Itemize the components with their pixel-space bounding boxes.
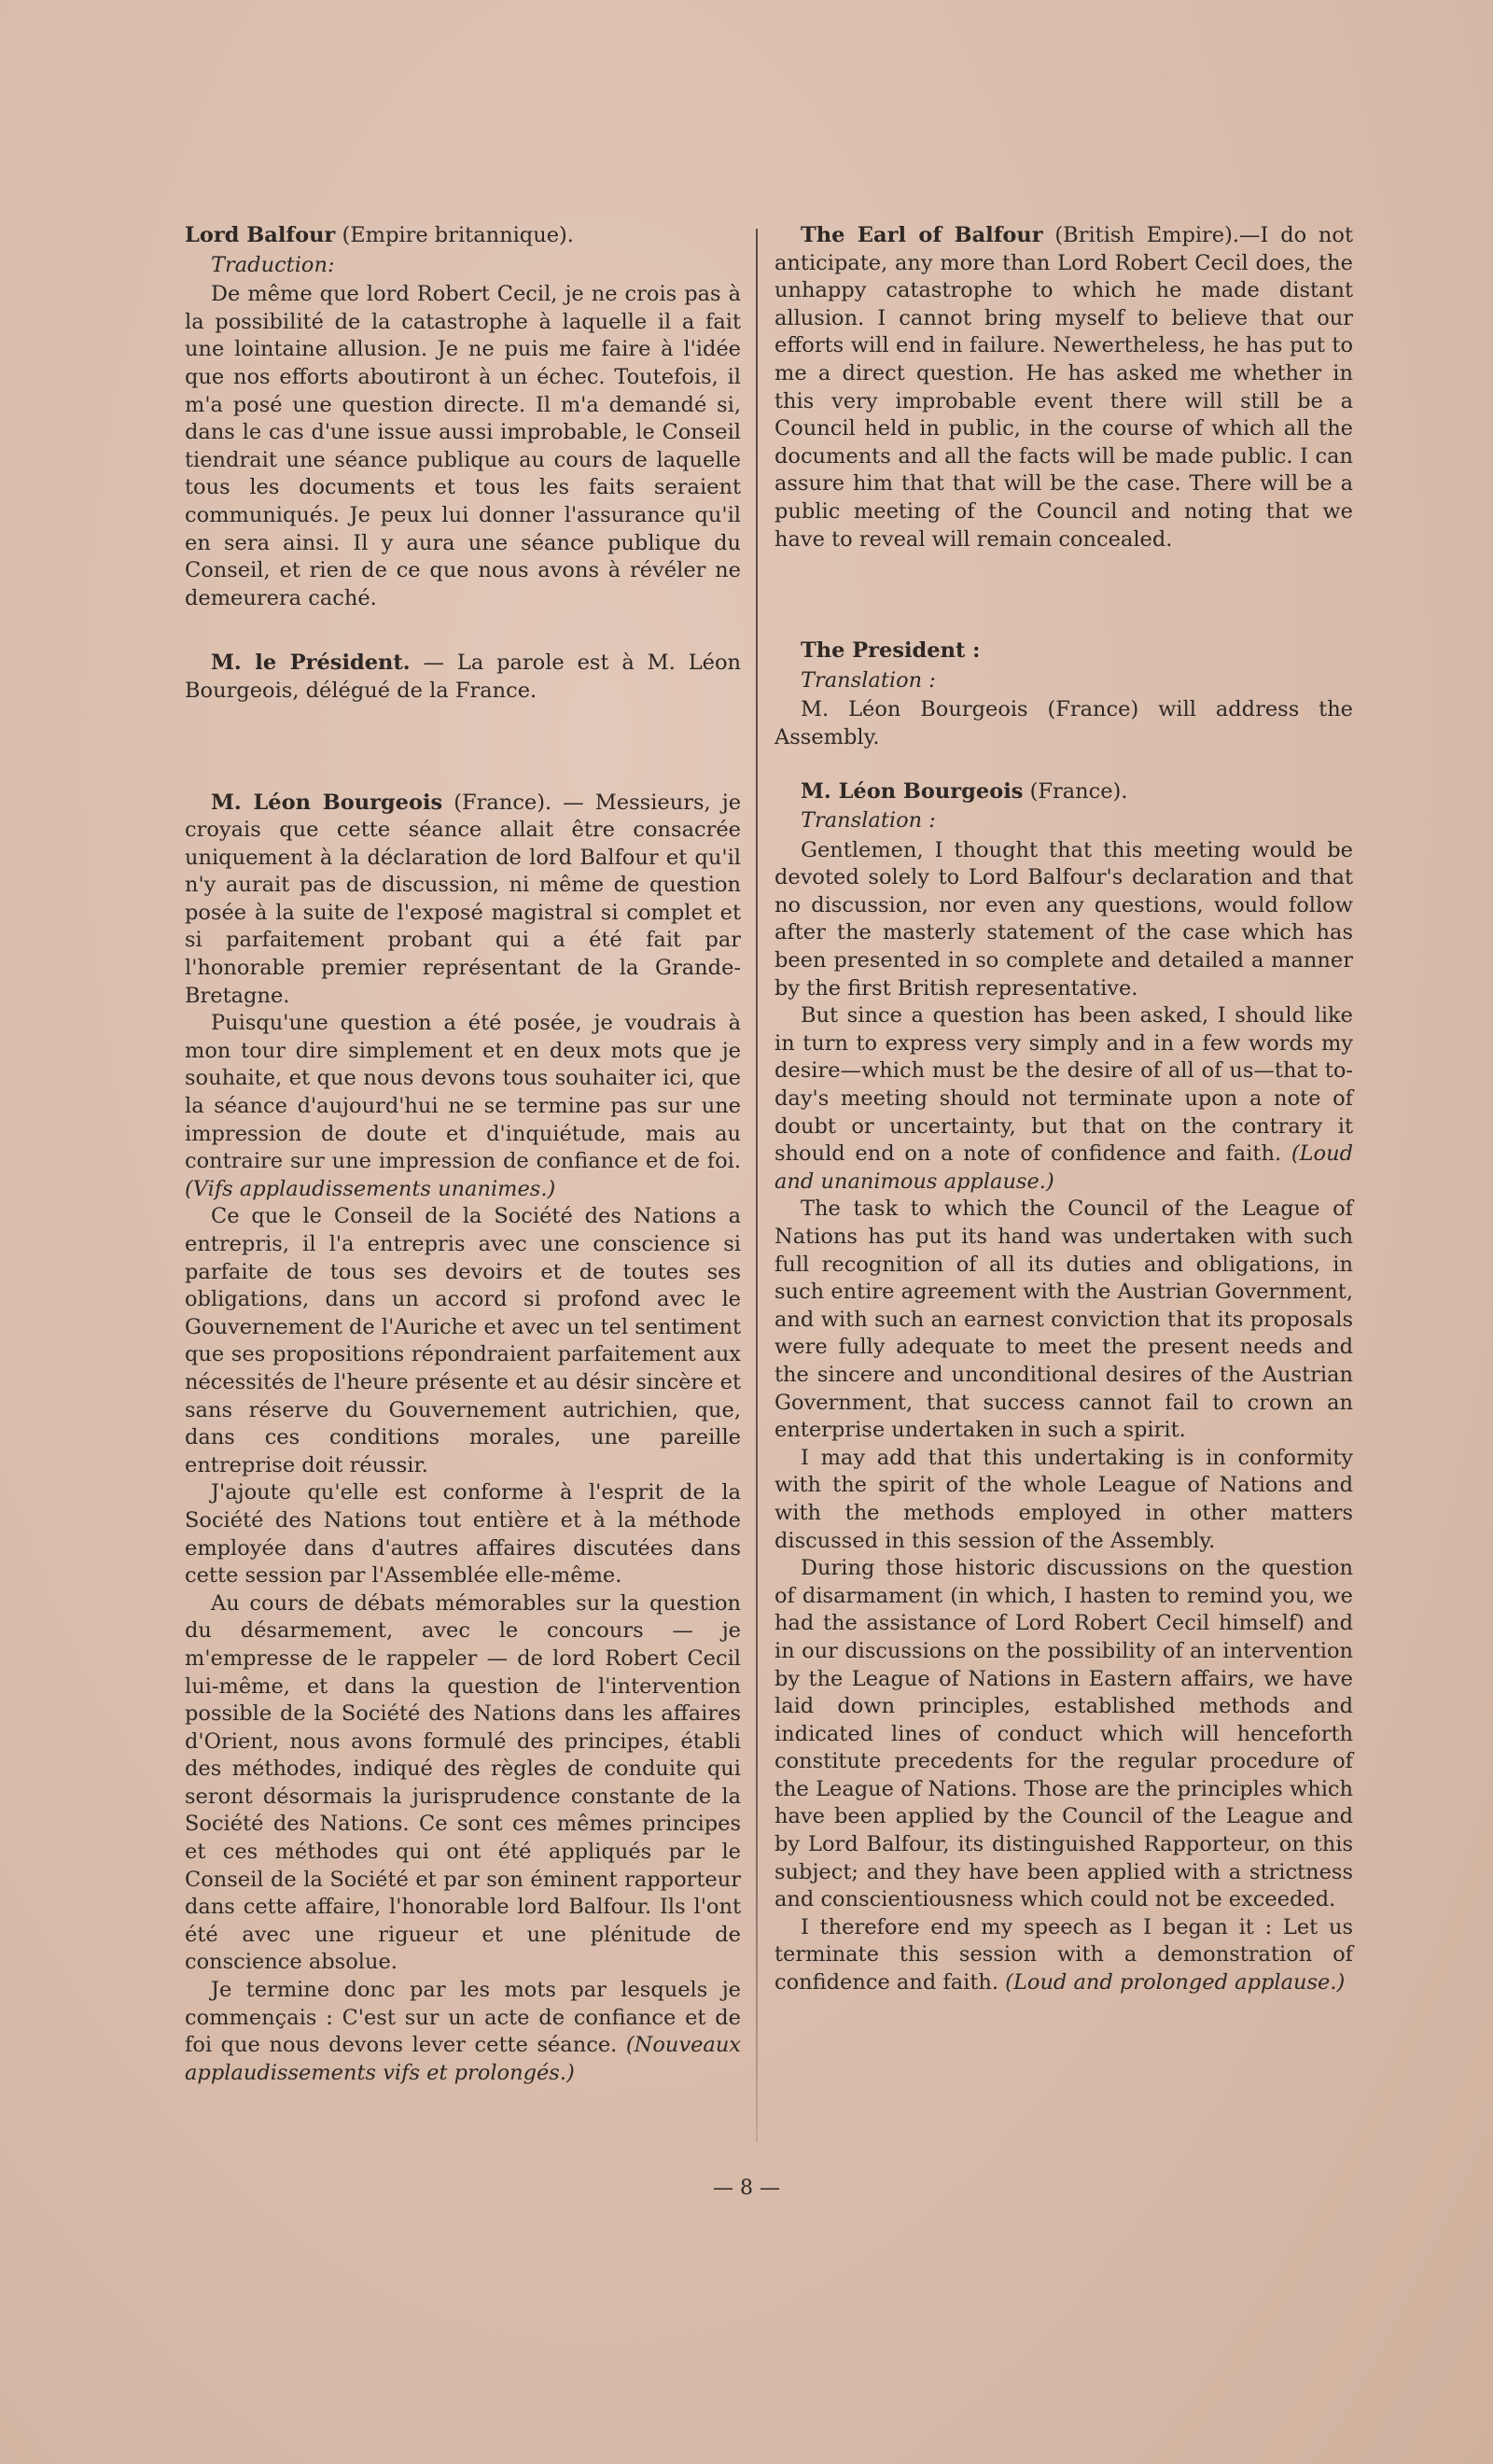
column-divider [756, 229, 758, 2142]
translation-label: Translation : [801, 808, 936, 833]
speaker-name: M. le Président. [211, 651, 411, 676]
speaker-name: The President : [801, 638, 981, 664]
president-paragraph [185, 650, 741, 705]
applause-note: (Loud and unanimous applause.) [774, 1141, 1353, 1194]
paragraph: M. Léon Bourgeois (France) will address the Assembly. [774, 697, 1353, 749]
paragraph: De même que lord Robert Cecil, je ne crois pas à la possibilité de la catastrophe à laquelle il a fait une lointaine allusion. Je ne puis me faire à l'idée que nos efforts aboutiront à un échec. Toutefois, il m'a posé une question directe. Il m'a demandé si, dans le cas d'une issue aussi improbable, le Conseil tiendrait une séance publique au cours de laquelle tous les documents et tous les faits seraient communiqués. Je peux lui donner l'assurance qu'il en sera ainsi. Il y aura une séance publique du Conseil, et rien de ce que nous avons à révéler ne demeurera caché. [185, 282, 741, 610]
paragraph-text: (France). — Messieurs, je croyais que cette séance allait être consacrée uniquement à la déclaration de lord Balfour et qu'il n'y aurait pas de discussion, ni même de question posée à la suite de l'exposé magistral si complet et si parfaitement probant qui a été fait par l'honorable premier représentant de la Grande-Bretagne. [185, 790, 742, 1008]
paragraph-text: But since a question has been asked, I should like in turn to express very simply and in a few words my desire—which must be the desire of all of us—that to-day's meeting should not terminate upon a note of doubt or uncertainty, but that on the contrary it should end on a note of confidence and faith. [774, 1003, 1353, 1167]
balfour-paragraph [774, 222, 1353, 553]
paragraph-text: Puisqu'une question a été posée, je voudrais à mon tour dire simplement et en deux mots que je souhaite, et que nous devons tous souhaiter ici, que la séance d'aujourd'hui ne se termine pas sur une impression de doute et d'inquiétude, mais au contraire sur une impression de confiance et de foi. [185, 1011, 741, 1174]
applause-note: (Loud and prolonged applause.) [1005, 1970, 1346, 1995]
paragraph: Ce que le Conseil de la Société des Nations a entrepris, il l'a entrepris avec une conscience si parfaite de tous ses devoirs et de toutes ses obligations, dans un accord si profond avec le Gouvernement de l'Auriche et avec un tel sentiment que ses propositions répondraient parfaitement aux nécessités de l'heure présente et au désir sincère et sans réserve du Gouvernement autrichien, que, dans ces conditions morales, une pareille entreprise doit réussir. [185, 1204, 741, 1477]
applause-note: (Vifs applaudissements unanimes.) [185, 1176, 556, 1201]
paragraph-text: (British Empire).—I do not anticipate, any more than Lord Robert Cecil does, the unhappy catastrophe to which he made distant allusion. I cannot bring myself to believe that our efforts will end in failure. Newertheless, he has put to me a direct question. He has asked me whether in this very improbable event there will still be a Council held in public, in the course of which all the documents and all the facts will be made public. I can assure him that that will be the case. There will be a public meeting of the Council and noting that we have to reveal will remain concealed. [774, 223, 1353, 552]
speaker-affiliation: (France). [1023, 778, 1128, 804]
paragraph [185, 1010, 741, 1203]
speaker-name: M. Léon Bourgeois [801, 778, 1024, 804]
paragraph [185, 1977, 741, 2087]
paragraph: I may add that this undertaking is in conformity with the spirit of the whole League of Nations and with the methods employed in other matters discussed in this session of the Assembly. [774, 1445, 1353, 1553]
translation-label: Translation : [801, 667, 936, 693]
paragraph-text: Je termine donc par les mots par lesquels je commençais : C'est sur un acte de confiance et de foi que nous devons lever cette séance. [185, 1978, 741, 2058]
translation-label: Traduction: [211, 252, 335, 277]
bourgeois-paragraph [185, 790, 741, 1011]
paragraph: J'ajoute qu'elle est conforme à l'esprit de la Société des Nations tout entière et à la méthode employée dans d'autres affaires discutées dans cette session par l'Assemblée elle-même. [185, 1480, 741, 1589]
paragraph-text: I therefore end my speech as I began it : Let us terminate this session with a demonstration of confidence and faith. [774, 1914, 1353, 1995]
spacer [774, 752, 1353, 778]
paragraph: Gentlemen, I thought that this meeting would be devoted solely to Lord Balfour's declaration and that no discussion, nor even any questions, would follow after the masterly statement of the case which has been presented in so complete and detailed a manner by the first British representative. [774, 837, 1353, 1001]
paragraph: During those historic discussions on the question of disarmament (in which, I hasten to remind you, we had the assistance of Lord Robert Cecil himself) and in our discussions on the possibility of an intervention by the League of Nations in Eastern affairs, we have laid down principles, established methods and indicated lines of conduct which will henceforth constitute precedents for the regular procedure of the League of Nations. Those are the principles which have been applied by the Council of the League and by Lord Balfour, its distinguished Rapporteur, on this subject; and they have been applied with a strictness and conscientiousness which could not be exceeded. [774, 1556, 1353, 1912]
paragraph: The task to which the Council of the League of Nations has put its hand was undertaken with such full recognition of all its duties and obligations, in such entire agreement with the Austrian Government, and with such an earnest conviction that its proposals were fully adequate to meet the present needs and the sincere and unconditional desires of the Austrian Government, that success cannot fail to crown an enterprise undertaken in such a spirit. [774, 1197, 1353, 1443]
french-column [185, 222, 741, 2087]
bourgeois-speaker-line [774, 778, 1353, 806]
applause-note: (Nouveaux applaudissements vifs et prolongés.) [185, 2033, 741, 2085]
paragraph-text: — La parole est à M. Léon Bourgeois, délégué de la France. [185, 651, 741, 703]
page-number: — 8 — [713, 2177, 780, 2200]
paragraph [774, 1002, 1353, 1196]
paragraph: Au cours de débats mémorables sur la question du désarmement, avec le concours — je m'empresse de le rappeler — de lord Robert Cecil lui-même, et dans la question de l'intervention possible de la Société des Nations dans les affaires d'Orient, nous avons formulé des principes, établi des méthodes, indiqué des règles de conduite qui seront désormais la jurisprudence constante de la Société des Nations. Ce sont ces mêmes principes et ces méthodes qui ont été appliqués par le Conseil de la Société et par son éminent rapporteur dans cette affaire, l'honorable lord Balfour. Ils l'ont été avec une rigueur et une plénitude de conscience absolue. [185, 1590, 741, 1975]
english-column [774, 222, 1353, 1997]
paragraph [774, 1914, 1353, 1997]
speaker-name: The Earl of Balfour [801, 223, 1043, 247]
spacer [185, 612, 741, 650]
spacer [185, 706, 741, 790]
speaker-name: M. Léon Bourgeois [211, 790, 443, 815]
speaker-name: Lord Balfour [185, 223, 336, 247]
speaker-affiliation: (Empire britannique). [335, 223, 574, 247]
balfour-speaker-line [185, 222, 741, 250]
spacer [774, 553, 1353, 637]
